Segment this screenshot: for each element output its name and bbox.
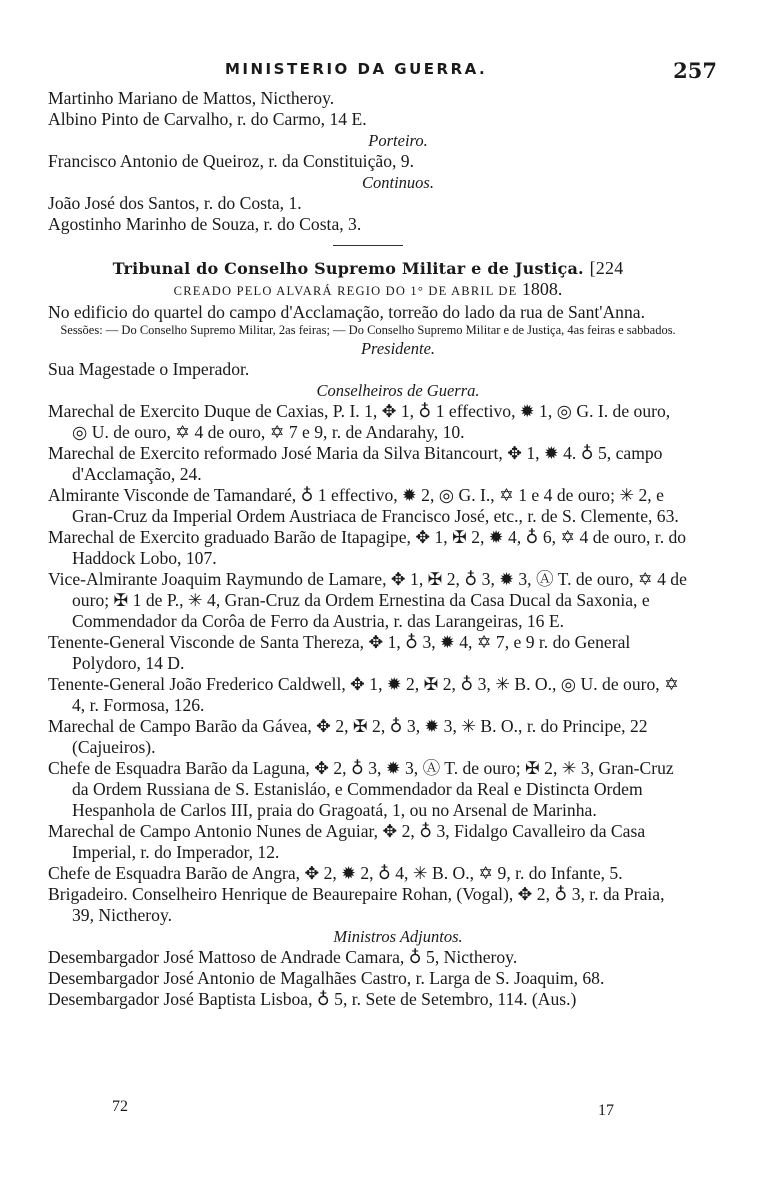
sessions-note: Sessões: — Do Conselho Supremo Militar, 2as feiras; — Do Conselho Supremo Militar e de Justiça, 4as feiras e sabbados. <box>60 323 676 337</box>
running-title: MINISTERIO DA GUERRA. <box>225 60 488 78</box>
list-item: Almirante Visconde de Tamandaré, ♁ 1 effectivo, ✹ 2, ◎ G. I., ✡ 1 e 4 de ouro; ✳ 2, e Gran-Cruz da Imperial Ordem Austriaca de Francisco José, etc., r. de S. Clemente, 63. <box>48 485 679 526</box>
tribunal-count: [224 <box>589 258 624 278</box>
list-item: Marechal de Campo Antonio Nunes de Aguiar, ✥ 2, ♁ 3, Fidalgo Cavalleiro da Casa Imperial, r. do Imperador, 12. <box>48 821 646 862</box>
section-title <box>48 258 688 279</box>
role-heading-ministros: Ministros Adjuntos. <box>333 927 463 946</box>
list-item: Sua Magestade o Imperador. <box>48 359 250 379</box>
page-header <box>0 58 757 88</box>
page-footer <box>0 1098 757 1122</box>
list-item: Chefe de Esquadra Barão da Laguna, ✥ 2, ♁ 3, ✹ 3, Ⓐ T. de ouro; ✠ 2, ✳ 3, Gran-Cruz da Ordem Russiana de S. Estanisláo, e Commendador da Real e Distincta Ordem Hespanhola de Carlos III, praia do Gragoatá, 1, ou no Arsenal de Marinha. <box>48 758 674 820</box>
creation-year: 1808. <box>521 279 563 299</box>
list-item: João José dos Santos, r. do Costa, 1. <box>48 193 302 213</box>
list-item: Brigadeiro. Conselheiro Henrique de Beaurepaire Rohan, (Vogal), ✥ 2, ♁ 3, r. da Praia, 39, Nictheroy. <box>48 884 665 925</box>
role-heading-continuos: Continuos. <box>362 173 434 192</box>
list-item: Martinho Mariano de Mattos, Nictheroy. <box>48 88 335 108</box>
list-item: Desembargador José Antonio de Magalhães Castro, r. Larga de S. Joaquim, 68. <box>48 968 605 988</box>
role-heading-conselheiros: Conselheiros de Guerra. <box>316 381 480 400</box>
list-item: Tenente-General Visconde de Santa Thereza, ✥ 1, ♁ 3, ✹ 4, ✡ 7, e 9 r. do General Polydoro, 14 D. <box>48 632 631 673</box>
location-note: No edificio do quartel do campo d'Acclamação, torreão do lado da rua de Sant'Anna. <box>48 302 645 322</box>
role-heading-porteiro: Porteiro. <box>368 131 428 150</box>
list-item: Francisco Antonio de Queiroz, r. da Constituição, 9. <box>48 151 414 171</box>
list-item: Marechal de Exercito Duque de Caxias, P. I. 1, ✥ 1, ♁ 1 effectivo, ✹ 1, ◎ G. I. de ouro, ◎ U. de ouro, ✡ 4 de ouro, ✡ 7 e 9, r. de Andarahy, 10. <box>48 401 671 442</box>
list-item: Tenente-General João Frederico Caldwell, ✥ 1, ✹ 2, ✠ 2, ♁ 3, ✳ B. O., ◎ U. de ouro, ✡ 4, r. Formosa, 126. <box>48 674 679 715</box>
role-heading-presidente: Presidente. <box>360 339 436 358</box>
list-item: Marechal de Exercito reformado José Maria da Silva Bitancourt, ✥ 1, ✹ 4. ♁ 5, campo d'Acclamação, 24. <box>48 443 663 484</box>
list-item: Marechal de Exercito graduado Barão de Itapagipe, ✥ 1, ✠ 2, ✹ 4, ♁ 6, ✡ 4 de ouro, r. do Haddock Lobo, 107. <box>48 527 687 568</box>
creation-note <box>48 279 688 302</box>
list-item: Vice-Almirante Joaquim Raymundo de Lamare, ✥ 1, ✠ 2, ♁ 3, ✹ 3, Ⓐ T. de ouro, ✡ 4 de ouro; ✠ 1 de P., ✳ 4, Gran-Cruz da Ordem Ernestina da Casa Ducal da Saxonia, e Commendador da Corôa de Ferro da Austria, r. das Larangeiras, 16 E. <box>48 569 687 631</box>
signature-mark-left: 72 <box>112 1098 128 1115</box>
list-item: Agostinho Marinho de Souza, r. do Costa, 3. <box>48 214 362 234</box>
list-item: Desembargador José Mattoso de Andrade Camara, ♁ 5, Nictheroy. <box>48 947 518 967</box>
creation-text: CREADO PELO ALVARÁ REGIO DO 1° DE ABRIL DE <box>173 284 518 298</box>
page-number: 257 <box>673 58 717 83</box>
page-body <box>48 88 688 1010</box>
list-item: Chefe de Esquadra Barão de Angra, ✥ 2, ✹ 2, ♁ 4, ✳ B. O., ✡ 9, r. do Infante, 5. <box>48 863 623 883</box>
list-item: Desembargador José Baptista Lisboa, ♁ 5, r. Sete de Setembro, 114. (Aus.) <box>48 989 577 1009</box>
signature-mark-right: 17 <box>598 1102 614 1119</box>
tribunal-title: Tribunal do Conselho Supremo Militar e de Justiça. <box>112 259 584 278</box>
list-item: Albino Pinto de Carvalho, r. do Carmo, 14 E. <box>48 109 367 129</box>
section-divider <box>333 245 403 246</box>
list-item: Marechal de Campo Barão da Gávea, ✥ 2, ✠ 2, ♁ 3, ✹ 3, ✳ B. O., r. do Principe, 22 (Cajueiros). <box>48 716 648 757</box>
